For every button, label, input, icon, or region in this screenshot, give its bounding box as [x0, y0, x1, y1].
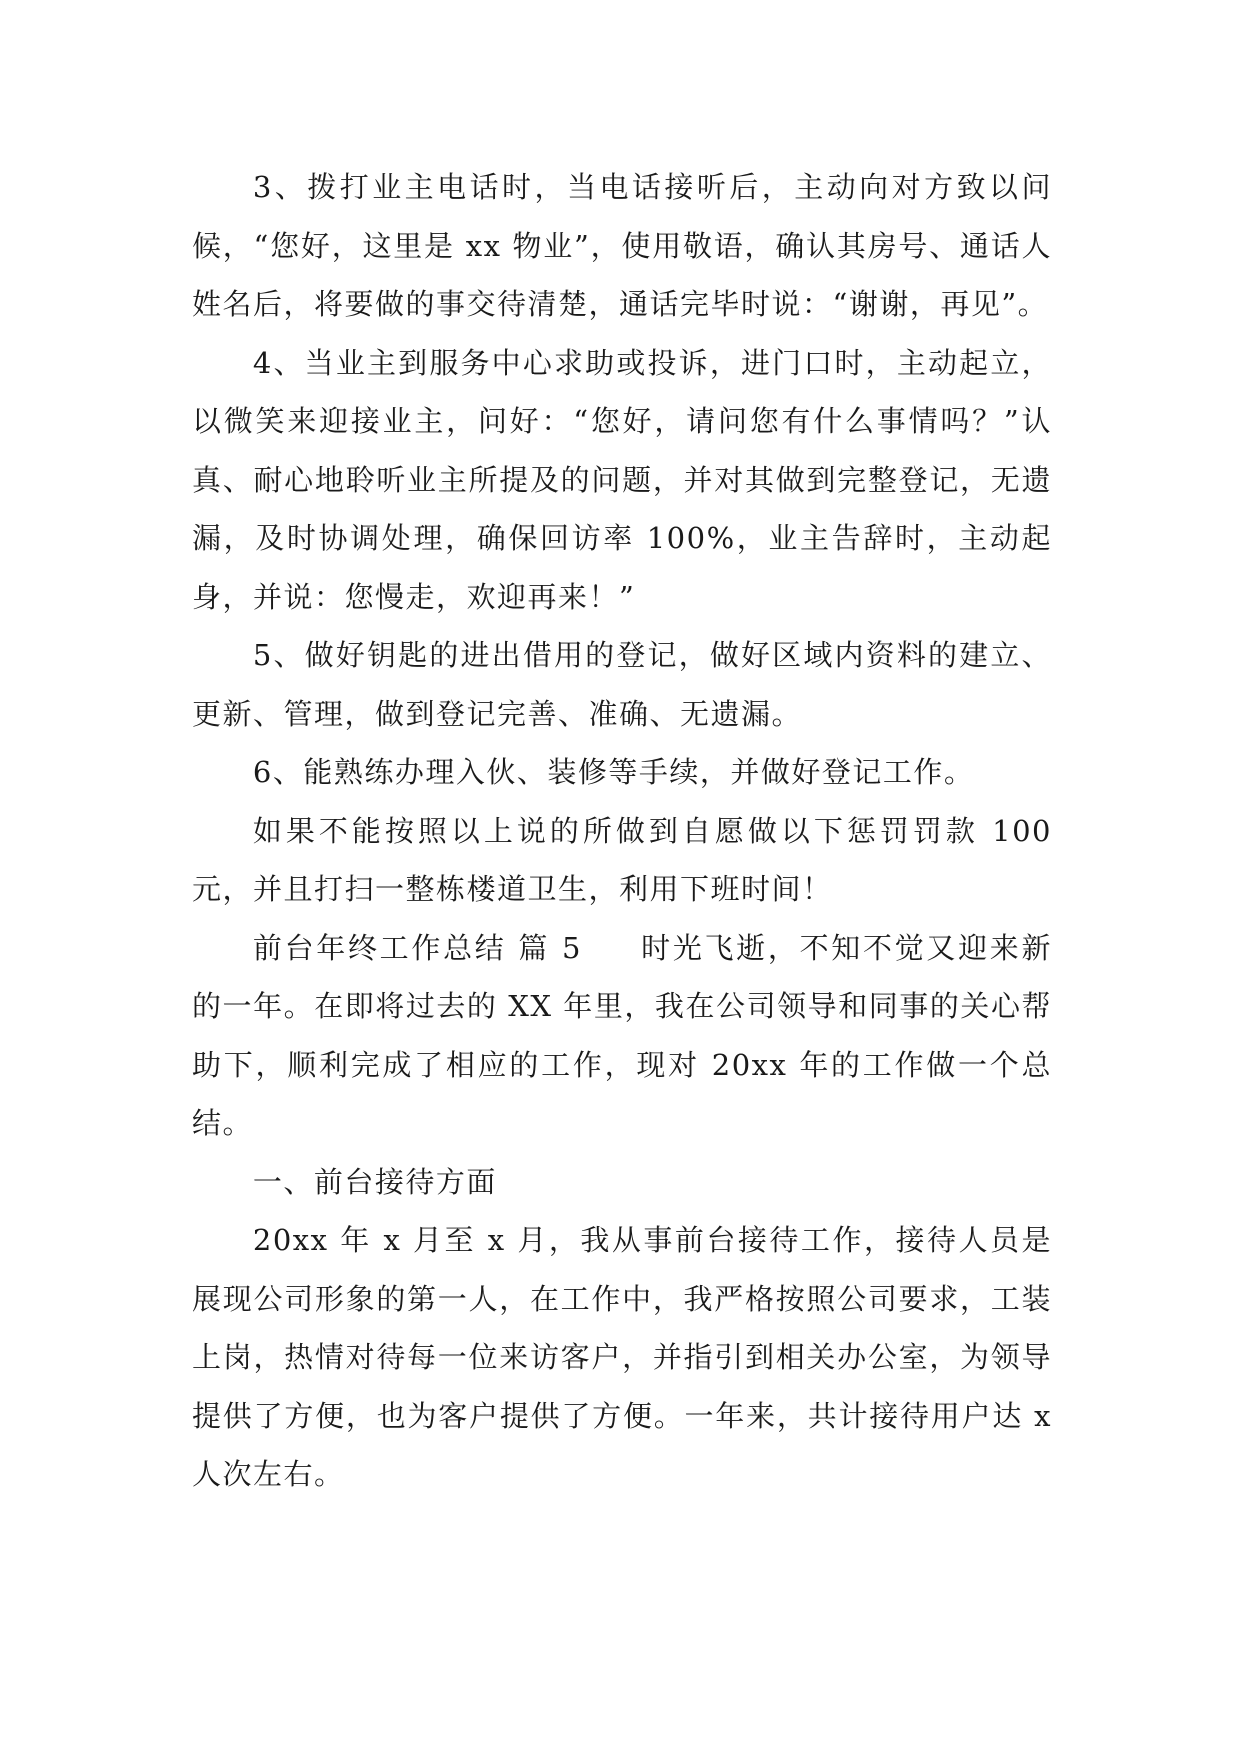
paragraph-item-5: 5、做好钥匙的进出借用的登记，做好区域内资料的建立、更新、管理，做到登记完善、准确、无遗漏。	[192, 638, 1052, 731]
section-5-paragraph	[192, 919, 1052, 1153]
paragraph-item-4: 4、当业主到服务中心求助或投诉，进门口时，主动起立，以微笑来迎接业主，问好：“您好，请问您有什么事情吗？”认真、耐心地聆听业主所提及的问题，并对其做到完整登记，无遗漏，及时协调处理，确保回访率 100%，业主告辞时，主动起身，并说：您慢走，欢迎再来！”	[192, 345, 1052, 614]
penalty-paragraph: 如果不能按照以上说的所做到自愿做以下惩罚罚款 100 元，并且打扫一整栋楼道卫生，利用下班时间！	[192, 813, 1052, 906]
paragraph-item-6: 6、能熟练办理入伙、装修等手续，并做好登记工作。	[252, 755, 975, 789]
subheading-reception: 一、前台接待方面	[252, 1164, 497, 1199]
section-intro: 时光飞逝，不知不觉又迎来新的一年。在即将过去的 XX 年里，我在公司领导和同事的关心帮助下，顺利完成了相应的工作，现对 20xx 年的工作做一个总结。	[192, 930, 1052, 1140]
reception-paragraph: 20xx 年 x 月至 x 月，我从事前台接待工作，接待人员是展现公司形象的第一人，在工作中，我严格按照公司要求，工装上岗，热情对待每一位来访客户，并指引到相关办公室，为领导提供了方便，也为客户提供了方便。一年来，共计接待用户达 x 人次左右。	[192, 1223, 1052, 1491]
paragraph-item-3: 3、拨打业主电话时，当电话接听后，主动向对方致以问候，“您好，这里是 xx 物业”，使用敬语，确认其房号、通话人姓名后，将要做的事交待清楚，通话完毕时说：“谢谢，再见”。	[192, 170, 1052, 321]
document-body	[192, 158, 1052, 1504]
section-heading: 前台年终工作总结 篇 5	[252, 930, 582, 965]
